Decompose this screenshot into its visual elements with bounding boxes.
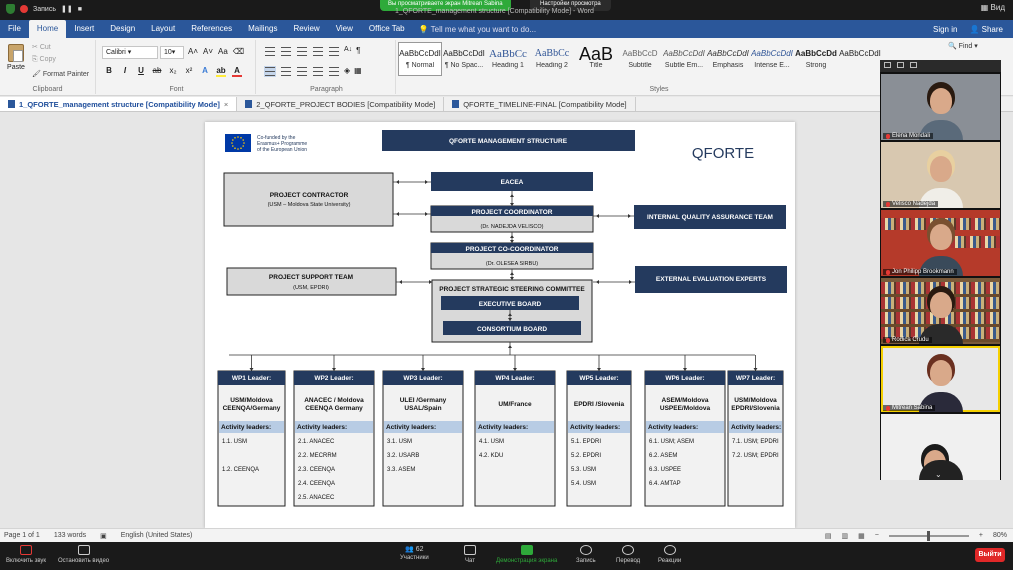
italic-icon[interactable]: I: [123, 66, 127, 75]
sort-icon[interactable]: A↓: [344, 46, 353, 53]
face: [930, 156, 952, 182]
style-sample: AaB: [578, 46, 614, 62]
view-controls: [825, 532, 1013, 540]
activity-item: 3.1. USM: [387, 439, 413, 445]
view-label: Вид: [990, 3, 1005, 12]
pause-icon[interactable]: ❚❚: [60, 6, 73, 13]
chat-label: Чат: [465, 558, 475, 564]
sign-in-link[interactable]: Sign in: [932, 24, 958, 34]
record-label: Запись: [576, 558, 596, 564]
eu-star: [242, 145, 244, 147]
style-sample: AaBbCcDdI: [751, 49, 793, 58]
style-card[interactable]: [398, 42, 442, 76]
stop-icon[interactable]: ■: [77, 5, 82, 13]
wp-leader-org: CEENQA/Germany: [222, 405, 281, 412]
style-sample: AaBbCcDdI: [707, 49, 749, 58]
eu-star: [242, 139, 244, 141]
co-coordinator-sub: (Dr. OLESEA SIRBU): [485, 261, 539, 267]
find-button[interactable]: 🔍 Find ▾: [948, 43, 978, 50]
window-controls: [981, 3, 1005, 12]
style-card[interactable]: [750, 42, 794, 76]
bookshelf: [951, 236, 1000, 248]
wp-leader-org: UM/France: [498, 401, 532, 408]
record-icon: [580, 545, 592, 555]
view-options-button[interactable]: Настройки просмотра: [530, 0, 611, 11]
tab-file[interactable]: File: [8, 24, 21, 33]
activity-item: 2.5. ANACEC: [298, 495, 335, 501]
format-painter-label: Format Painter: [42, 71, 90, 78]
record-button[interactable]: [576, 545, 596, 564]
wp-leader-org: USPEE/Moldova: [659, 405, 711, 412]
fullscreen-icon[interactable]: [910, 62, 917, 68]
zoom-out-icon[interactable]: −: [874, 532, 879, 539]
print-layout-icon[interactable]: ▥: [841, 532, 849, 540]
wp-leader-org: ANACEC / Moldova: [304, 397, 364, 404]
recording-label: Запись: [33, 5, 56, 13]
smile-icon: [664, 545, 676, 555]
tab-review[interactable]: Review: [293, 24, 320, 33]
record-icon: [20, 5, 28, 13]
participant-name-tag: [883, 269, 957, 275]
participant-name-tag: [883, 337, 932, 343]
wp-leader-org: EPDRI /Slovenia: [573, 401, 625, 408]
activity-leaders-label: Activity leaders:: [648, 424, 699, 431]
ribbon-account: [933, 25, 1013, 34]
increase-indent-icon[interactable]: [328, 46, 340, 57]
share-screen-label: Демонстрация экрана: [496, 558, 558, 564]
participant-name-tag: [883, 133, 933, 139]
wp-leader-org: EPDRI/Slovenia: [731, 405, 780, 412]
share-screen-icon: [521, 545, 533, 555]
cut-label: Cut: [39, 44, 51, 51]
font-group: [98, 40, 256, 94]
gallery-header: [880, 60, 1001, 72]
mic-muted-icon: [20, 545, 32, 555]
wp-leader-title: WP6 Leader:: [665, 375, 705, 382]
style-card[interactable]: [574, 42, 618, 76]
web-layout-icon[interactable]: ▦: [858, 532, 865, 540]
tab-insert[interactable]: Insert: [74, 24, 95, 33]
activity-item: 5.1. EPDRI: [571, 439, 602, 445]
tab-references[interactable]: References: [191, 24, 233, 33]
style-name: Subtitle: [628, 62, 652, 69]
list-controls: [264, 46, 360, 57]
bullets-icon[interactable]: [264, 46, 276, 57]
participant-tile[interactable]: [881, 142, 1000, 208]
share-button[interactable]: 👤 Share: [969, 24, 1003, 34]
mic-muted-icon: [886, 202, 890, 207]
arrow-head: [399, 280, 402, 284]
face: [930, 360, 952, 386]
participants-icon: 👥 62: [405, 546, 424, 553]
wp-leader-title: WP3 Leader:: [403, 375, 443, 382]
steering-title: PROJECT STRATEGIC STEERING COMMITTEE: [439, 286, 585, 293]
font-format-row: [104, 66, 242, 77]
recording-indicator[interactable]: [6, 4, 82, 14]
zoom-toolbar: [0, 542, 1013, 570]
layout-icon[interactable]: [897, 62, 904, 68]
style-card[interactable]: [838, 42, 882, 76]
support-title: PROJECT SUPPORT TEAM: [268, 274, 354, 281]
management-structure-diagram: [205, 122, 795, 528]
cut-button[interactable]: ✂ Cut: [32, 44, 51, 51]
eu-star: [237, 148, 239, 150]
style-card[interactable]: [442, 42, 486, 76]
activity-leaders-label: Activity leaders:: [570, 424, 621, 431]
activity-item: 6.4. AMTAP: [649, 481, 681, 487]
participants-count: 62: [415, 546, 424, 553]
language[interactable]: English (United States): [120, 532, 193, 539]
proofing-icon[interactable]: ▣: [100, 532, 107, 540]
activity-item: 7.1. USM; EPDRI: [732, 439, 779, 445]
activity-item: 2.2. MECRRM: [298, 453, 337, 459]
styles-group-label: Styles: [649, 86, 669, 93]
arrow-head: [396, 180, 399, 184]
activity-item: 4.2. KDU: [479, 453, 504, 459]
wp-leader-title: WP4 Leader:: [495, 375, 535, 382]
style-card[interactable]: [706, 42, 750, 76]
tell-me-box[interactable]: 💡 Tell me what you want to do...: [418, 24, 537, 34]
participant-tile[interactable]: [881, 210, 1000, 276]
mic-muted-icon: [886, 134, 890, 139]
activity-leaders-label: Activity leaders:: [478, 424, 529, 431]
participant-tile[interactable]: [881, 74, 1000, 140]
document-tab[interactable]: [0, 97, 237, 111]
document-area: [0, 112, 1013, 528]
activity-item: 5.2. EPDRI: [571, 453, 602, 459]
shield-icon: [6, 4, 15, 14]
arrow-head: [628, 214, 631, 218]
face: [930, 224, 952, 250]
wp-leader-org: ULEI /Germany: [399, 397, 447, 404]
contractor-title: PROJECT CONTRACTOR: [269, 192, 349, 199]
align-center-icon[interactable]: [280, 66, 292, 77]
activity-leaders-label: Activity leaders:: [221, 424, 272, 431]
co-coordinator-title: PROJECT CO-COORDINATOR: [465, 246, 559, 253]
contractor-box: [224, 173, 393, 226]
eu-star: [243, 142, 245, 144]
tab-view[interactable]: View: [335, 24, 353, 33]
line-spacing-icon[interactable]: [328, 66, 340, 77]
coordinator-sub: (Dr. NADEJDA VELISCO): [480, 224, 544, 230]
style-sample: AaBbCcDdI: [443, 49, 485, 58]
wp-leader-org: USAL/Spain: [404, 405, 442, 412]
activity-item: 5.3. USM: [571, 467, 597, 473]
eu-star: [237, 136, 239, 138]
camera-icon: [78, 545, 90, 555]
eu-star: [234, 147, 236, 149]
arrow-head: [510, 235, 514, 238]
style-name: Subtle Em...: [664, 62, 704, 69]
font-size-select[interactable]: 10▾: [160, 46, 184, 59]
participants-label: Участники: [400, 555, 429, 561]
font-group-label: Font: [169, 86, 184, 93]
eacea-label: EACEA: [500, 179, 524, 186]
share-label: Share: [981, 24, 1003, 34]
font-size-controls: [188, 47, 244, 56]
paragraph-group: [258, 40, 396, 94]
document-tab-label: QFORTE_TIMELINE-FINAL [Compatibility Mode]: [463, 99, 627, 109]
iqa-label: INTERNAL QUALITY ASSURANCE TEAM: [647, 214, 773, 221]
style-name: Intense E...: [754, 62, 790, 69]
wp-leader-title: WP5 Leader:: [579, 375, 619, 382]
style-sample: AaBbCc: [534, 48, 570, 59]
font-color-icon[interactable]: A: [232, 66, 242, 77]
style-sample: AaBbCcD: [622, 49, 658, 58]
activity-item: 3.3. ASEM: [387, 467, 416, 473]
zoom-top-bar: [0, 0, 1013, 20]
translate-button[interactable]: [616, 545, 640, 564]
arrow-head: [508, 345, 512, 348]
chat-button[interactable]: [464, 545, 476, 564]
style-card[interactable]: [486, 42, 530, 76]
tab-layout[interactable]: Layout: [151, 24, 176, 33]
arrow-head: [396, 212, 399, 216]
reactions-button[interactable]: [658, 545, 681, 564]
unmute-label: Включить звук: [6, 558, 47, 564]
executive-board-label: EXECUTIVE BOARD: [478, 301, 542, 308]
wp-leader-org: USM/Moldova: [734, 397, 777, 404]
text-effects-icon[interactable]: A: [202, 66, 208, 75]
strikethrough-icon[interactable]: ab: [152, 66, 162, 75]
activity-item: 4.1. USM: [479, 439, 505, 445]
activity-item: 2.1. ANACEC: [298, 439, 335, 445]
bold-icon[interactable]: B: [106, 66, 112, 75]
style-sample: AaBbCcDdI: [399, 49, 441, 58]
decrease-indent-icon[interactable]: [312, 46, 324, 57]
window-title: 1_QFORTE_management structure [Compatibility Mode] - Word: [395, 8, 594, 15]
shading-icon[interactable]: ◈: [344, 66, 351, 75]
scroll-down-icon[interactable]: ⌄: [935, 470, 942, 479]
style-sample: AaBbCc: [489, 48, 527, 60]
styles-gallery: [398, 42, 882, 76]
share-screen-button[interactable]: [496, 545, 557, 564]
participant-name: Rodica Crudu: [892, 337, 929, 343]
tab-mailings[interactable]: Mailings: [248, 24, 278, 33]
mic-muted-icon: [886, 270, 890, 275]
word-doc-icon: [8, 100, 15, 108]
superscript-icon[interactable]: x²: [185, 66, 193, 75]
font-size-value: 10: [164, 49, 172, 56]
style-sample: AaBbCcDd: [795, 49, 837, 58]
support-sub: (USM, EPDRI): [293, 285, 329, 291]
numbering-icon[interactable]: [280, 46, 292, 57]
paste-label: Paste: [7, 64, 25, 71]
grow-font-icon[interactable]: A˄: [188, 47, 199, 56]
eu-star: [232, 139, 234, 141]
participant-name: Jon Philipp Brookmann: [892, 269, 954, 275]
editing-group: [948, 42, 978, 50]
participant-name-tag: [883, 201, 938, 207]
wp-leader-org: USM/Moldova: [230, 397, 273, 404]
participant-tile[interactable]: [881, 278, 1000, 344]
wp-leader-org: ASEM/Moldova: [661, 397, 709, 404]
activity-item: 1.2. CEENQA: [222, 467, 260, 473]
arrow-head: [425, 180, 428, 184]
activity-leaders-label: Activity leaders:: [731, 424, 782, 431]
style-name: Emphasis: [712, 62, 744, 69]
participant-name-tag: [883, 405, 935, 411]
tell-me-text: Tell me what you want to do...: [430, 24, 537, 34]
format-painter-button[interactable]: 🖌 Format Painter: [32, 71, 90, 78]
arrow-head: [629, 280, 632, 284]
word-doc-icon: [245, 100, 252, 108]
read-mode-icon[interactable]: ▤: [824, 532, 832, 540]
zoom-level[interactable]: 80%: [992, 532, 1007, 539]
close-tab-icon[interactable]: ×: [223, 99, 229, 109]
style-name: ¶ No Spac...: [444, 62, 484, 69]
align-right-icon[interactable]: [296, 66, 308, 77]
align-controls: [264, 66, 362, 77]
activity-leaders-label: Activity leaders:: [386, 424, 437, 431]
participant-name: Elena Mondali: [892, 133, 931, 139]
consortium-board-label: CONSORTIUM BOARD: [476, 326, 548, 333]
style-name: ¶ Normal: [405, 62, 435, 69]
style-card[interactable]: [794, 42, 838, 76]
eu-star: [240, 137, 242, 139]
multilevel-list-icon[interactable]: [296, 46, 308, 57]
eu-star: [234, 137, 236, 139]
activity-item: 2.3. CEENQA: [298, 467, 336, 473]
highlight-icon[interactable]: ab: [216, 66, 226, 75]
wp-leader-title: WP7 Leader:: [735, 375, 776, 382]
style-name: Strong: [805, 62, 827, 69]
activity-item: 3.2. USARB: [387, 453, 420, 459]
reactions-label: Реакции: [658, 558, 682, 564]
video-button[interactable]: [58, 545, 109, 564]
eu-star: [232, 145, 234, 147]
word-count[interactable]: 133 words: [53, 532, 87, 539]
clear-format-icon[interactable]: ⌫: [232, 47, 245, 56]
clipboard-group: [0, 40, 96, 94]
translate-label: Перевод: [616, 558, 641, 564]
activity-leaders-label: Activity leaders:: [297, 424, 348, 431]
font-name-select[interactable]: Calibri ▾: [102, 46, 158, 59]
style-name: Heading 2: [536, 62, 568, 69]
activity-item: 5.4. USM: [571, 481, 597, 487]
copy-button[interactable]: ⎘ Copy: [32, 56, 56, 63]
document-page[interactable]: [205, 122, 795, 528]
video-label: Остановить видео: [58, 558, 110, 564]
eu-caption-line: Co-funded by the: [257, 135, 296, 141]
minimize-icon[interactable]: [884, 62, 891, 68]
underline-icon[interactable]: U: [138, 66, 144, 75]
participant-name: Mitrean Sabina: [892, 405, 933, 411]
copy-label: Copy: [39, 56, 56, 63]
arrow-head: [596, 280, 599, 284]
arrow-head: [510, 194, 514, 197]
activity-item: 6.1. USM; ASEM: [649, 439, 695, 445]
clipboard-group-label: Clipboard: [32, 86, 63, 93]
eu-star: [231, 142, 233, 144]
wp-leader-title: WP2 Leader:: [314, 375, 354, 382]
view-icon[interactable]: ▦ Вид: [980, 3, 1005, 12]
ribbon-home: [0, 38, 1013, 96]
unmute-button[interactable]: [6, 545, 46, 564]
document-tab-label: 2_QFORTE_PROJECT BODIES [Compatibility Mode]: [256, 99, 436, 109]
external-label: EXTERNAL EVALUATION EXPERTS: [655, 276, 767, 283]
style-card[interactable]: [662, 42, 706, 76]
participants-button[interactable]: [400, 545, 429, 561]
justify-icon[interactable]: [312, 66, 324, 77]
share-banner: Вы просматриваете экран Mitrean Sabina: [380, 0, 511, 11]
change-case-icon[interactable]: Aa: [218, 47, 228, 56]
paste-button[interactable]: [4, 44, 28, 80]
face: [930, 292, 952, 318]
style-name: Title: [589, 62, 603, 69]
find-label: Find: [958, 43, 973, 50]
borders-icon[interactable]: ▦: [354, 66, 362, 75]
document-tab-bar: [0, 97, 1013, 112]
chart-title: QFORTE MANAGEMENT STRUCTURE: [448, 138, 568, 145]
contractor-sub: (USM – Moldova State University): [267, 202, 351, 208]
eu-caption-line: of the European Union: [257, 147, 308, 153]
activity-item: 2.4. CEENQA: [298, 481, 336, 487]
tab-design[interactable]: Design: [110, 24, 136, 33]
tab-home[interactable]: Home: [29, 20, 66, 38]
chat-icon: [464, 545, 476, 555]
status-bar: [0, 528, 1013, 542]
participant-name: Velisco Nadejda: [892, 201, 936, 207]
tab-office-tab[interactable]: Office Tab: [368, 24, 405, 33]
mic-muted-icon: [886, 338, 890, 343]
document-tab[interactable]: [444, 97, 635, 111]
activity-item: 7.2. USM; EPDRI: [732, 453, 779, 459]
leave-button[interactable]: Выйти: [975, 548, 1005, 562]
qforte-logo: QFORTE: [691, 145, 755, 162]
activity-item: 6.3. USPEE: [649, 467, 682, 473]
participant-gallery: [880, 60, 1001, 480]
subscript-icon[interactable]: x₂: [169, 66, 177, 75]
arrow-head: [510, 272, 514, 275]
participant-tile[interactable]: [881, 346, 1000, 412]
word-doc-icon: [452, 100, 459, 108]
paragraph-group-label: Paragraph: [310, 86, 343, 93]
pilcrow-icon[interactable]: ¶: [356, 46, 361, 55]
eu-star: [240, 147, 242, 149]
activity-item: 1.1. USM: [222, 439, 248, 445]
document-tab-label: 1_QFORTE_management structure [Compatibility Mode]: [19, 99, 220, 109]
mic-muted-icon: [886, 406, 890, 411]
wp-leader-title: WP1 Leader:: [231, 375, 272, 382]
style-sample: AaBbCcDdI: [663, 49, 705, 58]
zoom-in-icon[interactable]: +: [978, 532, 983, 539]
shrink-font-icon[interactable]: A˅: [203, 47, 214, 56]
coordinator-title: PROJECT COORDINATOR: [471, 209, 553, 216]
style-sample: AaBbCcDdI: [839, 49, 881, 58]
document-tab[interactable]: [237, 97, 444, 111]
arrow-head: [596, 214, 599, 218]
style-card[interactable]: [618, 42, 662, 76]
wp-leader-org: CEENQA Germany: [305, 405, 363, 412]
arrow-head: [425, 212, 428, 216]
zoom-slider[interactable]: [889, 535, 969, 537]
page-count[interactable]: Page 1 of 1: [4, 532, 40, 539]
paste-icon: [8, 44, 24, 62]
style-name: Heading 1: [492, 62, 524, 69]
face: [930, 88, 952, 114]
globe-icon: [622, 545, 634, 555]
align-left-icon[interactable]: [264, 66, 276, 77]
activity-item: 6.2. ASEM: [649, 453, 678, 459]
ribbon-tab-bar: [0, 20, 1013, 38]
style-card[interactable]: [530, 42, 574, 76]
eu-caption-line: Erasmus+ Programme: [257, 141, 308, 147]
font-name-value: Calibri: [106, 49, 126, 56]
